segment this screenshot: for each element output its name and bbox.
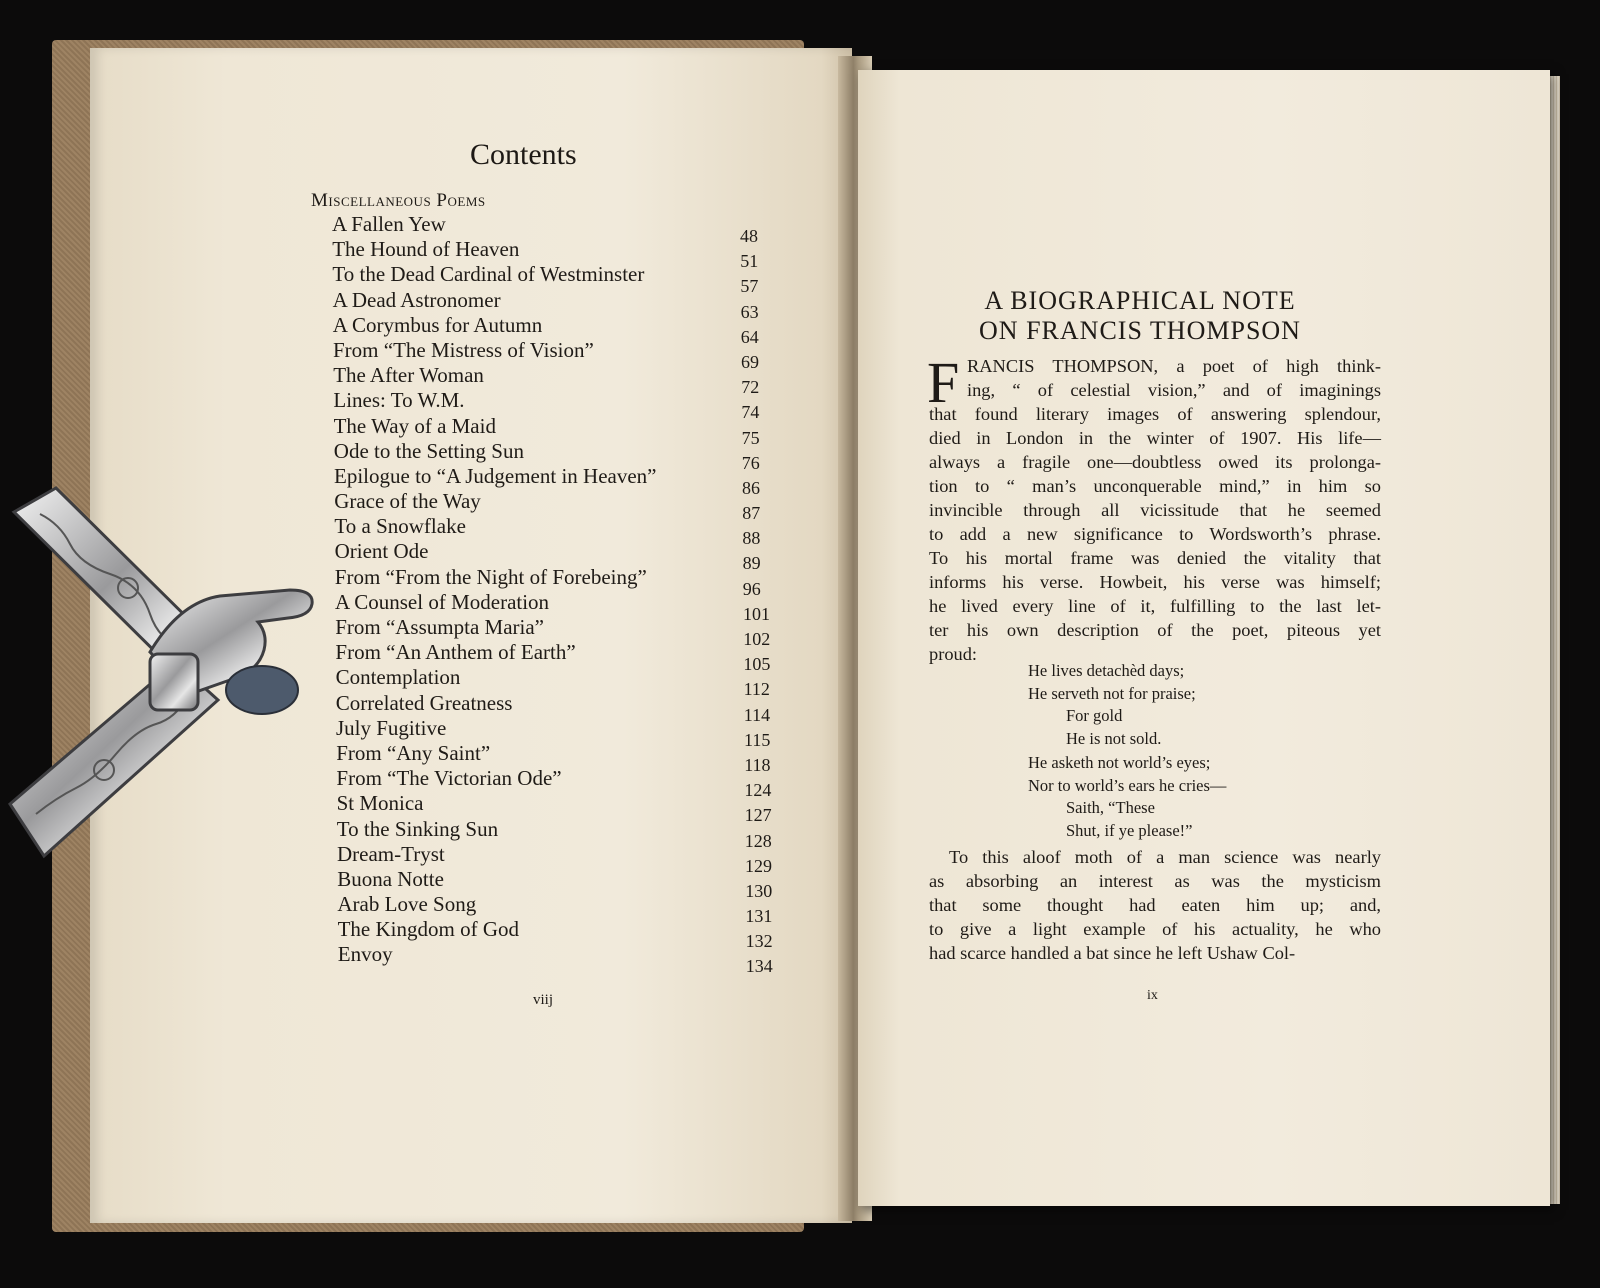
contents-entry-page: 112 xyxy=(743,679,770,700)
contents-entry-title: From “An Anthem of Earth” xyxy=(335,640,576,665)
contents-entry-title: Arab Love Song xyxy=(337,892,477,917)
contents-entry-page: 115 xyxy=(744,729,771,750)
contents-entry xyxy=(337,892,773,927)
contents-entry-title: Ode to the Setting Sun xyxy=(333,438,524,463)
contents-entry xyxy=(333,438,772,473)
contents-entry-page: 63 xyxy=(740,301,759,322)
contents-entry-page: 86 xyxy=(742,477,760,498)
contents-entry-page: 72 xyxy=(741,377,760,398)
title-line-2: ON FRANCIS THOMPSON xyxy=(979,316,1301,345)
contents-entry xyxy=(335,690,772,725)
contents-entry xyxy=(336,740,772,775)
contents-entry xyxy=(336,816,772,851)
contents-entry-page: 48 xyxy=(740,226,758,246)
biographical-note-title xyxy=(940,286,1340,346)
contents-entry xyxy=(336,715,772,750)
contents-entry-title: Grace of the Way xyxy=(334,489,481,514)
contents-entry-title: From “Any Saint” xyxy=(336,740,491,765)
text-line: To this aloof moth of a man science was nearly xyxy=(949,847,1381,867)
contents-entry-title: To the Dead Cardinal of Westminster xyxy=(332,262,645,287)
contents-heading: Contents xyxy=(470,138,577,171)
contents-entry xyxy=(332,237,772,272)
text-line: ing, “ of celestial vision,” and of imaginings xyxy=(967,380,1381,400)
text-line: died in London in the winter of 1907. His life— xyxy=(929,428,1381,448)
contents-entry xyxy=(337,942,773,977)
contents-entry xyxy=(332,312,772,347)
title-line-1: A BIOGRAPHICAL NOTE xyxy=(984,286,1296,315)
contents-entry-page: 127 xyxy=(744,805,772,826)
verse-line: For gold xyxy=(1066,706,1123,725)
contents-entry-page: 75 xyxy=(741,427,760,448)
contents-entry xyxy=(334,489,772,524)
contents-entry-page: 132 xyxy=(745,931,773,952)
text-line: that found literary images of answering splendour, xyxy=(929,404,1381,424)
contents-entry-page: 57 xyxy=(740,276,759,297)
contents-entry xyxy=(333,363,772,398)
text-line: invincible through all vicissitude that he seemed xyxy=(929,500,1381,520)
text-line: proud: xyxy=(929,644,978,664)
contents-list xyxy=(332,212,773,977)
contents-entry-title: The After Woman xyxy=(333,363,484,388)
text-line: RANCIS THOMPSON, a poet of high think- xyxy=(967,356,1381,376)
text-line: tion to “ man’s unconquerable mind,” in him so xyxy=(929,476,1381,496)
left-page-number: viij xyxy=(533,992,554,1008)
contents-entry-title: From “The Victorian Ode” xyxy=(336,766,562,791)
contents-entry-page: 105 xyxy=(743,654,771,675)
contents-entry-page: 88 xyxy=(742,528,761,549)
text-line: ter his own description of the poet, piteous yet xyxy=(929,620,1381,640)
contents-entry xyxy=(336,791,772,826)
contents-entry xyxy=(333,413,772,448)
contents-entry-page: 64 xyxy=(740,326,759,347)
verse-line: He serveth not for praise; xyxy=(1028,683,1196,703)
verse-line: He asketh not world’s eyes; xyxy=(1028,753,1211,772)
contents-entry-page: 87 xyxy=(742,503,761,524)
contents-entry-page: 128 xyxy=(744,830,772,851)
contents-entry-page: 96 xyxy=(742,578,761,599)
contents-entry xyxy=(336,766,772,801)
text-line: as absorbing an interest as was the mysticism xyxy=(929,871,1381,891)
contents-entry xyxy=(337,917,773,952)
paragraph-1 xyxy=(927,350,1381,666)
verse-stanza-1 xyxy=(1028,660,1196,750)
contents-entry xyxy=(337,841,772,876)
contents-entry-page: 76 xyxy=(741,452,760,473)
contents-entry xyxy=(334,514,772,549)
text-line: to add a new significance to Wordsworth’s phrase. xyxy=(929,524,1381,544)
contents-entry-title: Epilogue to “A Judgement in Heaven” xyxy=(334,463,657,488)
verse-line: Nor to world’s ears he cries— xyxy=(1028,775,1227,795)
text-line: had scarce handled a bat since he left Ushaw Col- xyxy=(929,943,1296,963)
contents-entry-title: July Fugitive xyxy=(336,715,447,740)
contents-entry-title: From “From the Night of Forebeing” xyxy=(334,564,647,589)
contents-entry xyxy=(333,337,772,372)
contents-entry xyxy=(334,463,772,498)
paragraph-2 xyxy=(929,845,1381,965)
contents-entry-title: Contemplation xyxy=(335,665,461,690)
text-line: to give a light example of his actuality, he who xyxy=(929,919,1381,939)
contents-entry-page: 89 xyxy=(742,553,761,574)
contents-entry-page: 124 xyxy=(744,780,772,801)
contents-entry-title: The Way of a Maid xyxy=(333,413,496,438)
contents-entry-page: 134 xyxy=(745,956,773,977)
contents-entry xyxy=(332,212,772,246)
contents-entry xyxy=(335,589,772,624)
text-line: informs his verse. Howbeit, his verse was himself; xyxy=(929,572,1381,592)
contents-entry-title: Correlated Greatness xyxy=(335,690,513,715)
contents-entry xyxy=(332,262,772,297)
contents-entry-title: St Monica xyxy=(336,791,424,816)
contents-entry xyxy=(337,866,773,901)
contents-entry-page: 51 xyxy=(740,251,759,272)
verse-stanza-2 xyxy=(1028,752,1226,842)
contents-entry xyxy=(335,615,772,649)
contents-entry-page: 101 xyxy=(743,603,770,624)
contents-entry-title: The Kingdom of God xyxy=(337,917,519,942)
text-line: that some thought had eaten him up; and, xyxy=(929,895,1381,915)
contents-entry-page: 118 xyxy=(744,754,771,775)
contents-entry-title: A Dead Astronomer xyxy=(332,287,501,312)
contents-entry xyxy=(334,539,772,574)
drop-cap: F xyxy=(927,350,960,415)
verse-line: He is not sold. xyxy=(1066,728,1162,748)
contents-entry-title: To a Snowflake xyxy=(334,514,466,539)
contents-section-heading: Miscellaneous Poems xyxy=(311,190,486,211)
contents-entry-title: A Corymbus for Autumn xyxy=(332,312,543,337)
contents-entry-title: A Fallen Yew xyxy=(332,212,446,236)
contents-entry-title: Lines: To W.M. xyxy=(333,388,465,413)
contents-entry xyxy=(335,640,772,675)
verse-line: Shut, if ye please!” xyxy=(1066,820,1193,840)
contents-entry-page: 102 xyxy=(743,629,771,649)
contents-entry-title: The Hound of Heaven xyxy=(332,237,520,262)
contents-entry-title: Envoy xyxy=(337,942,393,967)
text-line: To his mortal frame was denied the vitality that xyxy=(929,548,1381,568)
contents-entry-page: 74 xyxy=(741,402,760,423)
contents-entry-title: From “The Mistress of Vision” xyxy=(333,337,594,362)
text-line: he lived every line of it, fulfilling to the last let- xyxy=(929,596,1381,616)
contents-entry-page: 69 xyxy=(741,351,759,372)
contents-entry-title: A Counsel of Moderation xyxy=(335,589,550,614)
contents-entry-page: 131 xyxy=(745,906,773,927)
contents-entry-title: Orient Ode xyxy=(334,539,429,564)
contents-entry xyxy=(335,665,772,700)
contents-entry-page: 129 xyxy=(745,855,772,876)
verse-line: Saith, “These xyxy=(1066,798,1155,817)
contents-entry-title: To the Sinking Sun xyxy=(336,816,499,841)
contents-entry xyxy=(333,388,772,423)
silver-hand-bookmark-clip xyxy=(0,484,360,904)
contents-entry-page: 130 xyxy=(745,880,773,901)
contents-entry-title: From “Assumpta Maria” xyxy=(335,615,544,639)
text-line: always a fragile one—doubtless owed its prolonga- xyxy=(929,452,1381,472)
contents-entry xyxy=(334,564,772,599)
contents-entry-page: 114 xyxy=(743,704,771,725)
contents-entry-title: Dream-Tryst xyxy=(337,841,445,866)
contents-entry-title: Buona Notte xyxy=(337,866,444,891)
contents-entry xyxy=(332,287,772,322)
verse-line: He lives detachèd days; xyxy=(1028,661,1185,680)
right-page-number: ix xyxy=(1147,988,1158,1003)
